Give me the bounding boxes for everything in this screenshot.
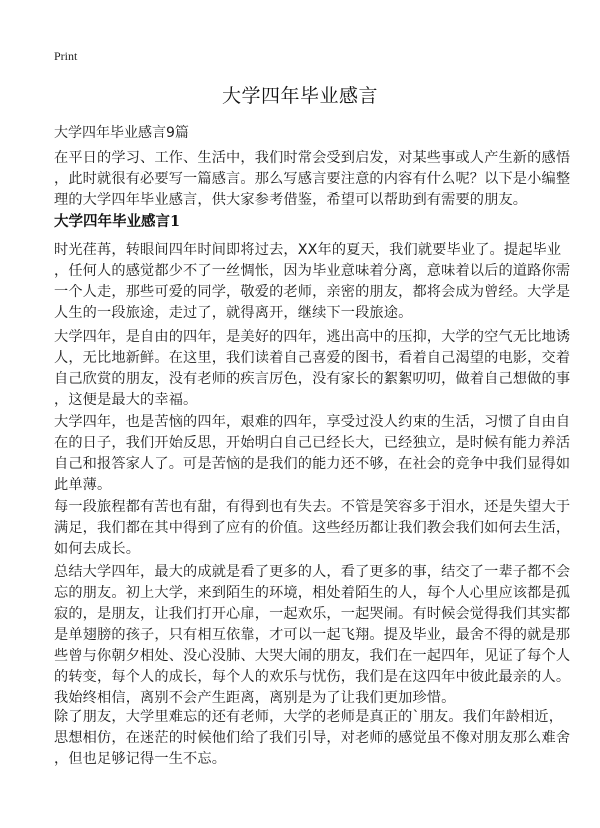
text-line: ，此时就很有必要写一篇感言。那么写感言要注意的内容有什么呢？以下是小编整 [54,171,571,187]
text-line: 人生的一段旅途，走过了，就得离开，继续下一段旅途。 [54,305,413,321]
text-line: 些曾与你朝夕相处、没心没肺、大哭大闹的朋友，我们在一起四年，见证了每个人 [54,648,571,664]
text-line: 是单翅膀的孩子，只有相互依靠，才可以一起飞翔。提及毕业，最舍不得的就是那 [54,627,571,643]
text-line: 自己和报答家人了。可是苦恼的是我们的能力还不够，在社会的竞争中我们显得如 [54,456,571,472]
paragraph-1 [54,240,571,324]
text-line: 在的日子，我们开始反思，开始明白自己已经长大，已经独立，是时候有能力养活 [54,435,571,451]
text-line: 如何去成长。 [54,541,141,557]
document-title: 大学四年毕业感言 [221,85,378,107]
paragraph-4 [54,497,571,560]
text-line: ，但也足够记得一生不忘。 [54,751,227,767]
text-line: 此单薄。 [54,477,112,493]
document-subtitle: 大学四年毕业感言9篇 [54,125,189,141]
text-line: 除了朋友，大学里难忘的还有老师，大学的老师是真正的`朋友。我们年龄相近， [54,709,564,725]
text-line: 在平日的学习、工作、生活中，我们时常会受到启发，对某些事或人产生新的感悟 [54,150,571,166]
text-line: 大学四年，是自由的四年，是美好的四年，逃出高中的压抑，大学的空气无比地诱 [54,329,571,345]
paragraph-2 [54,327,571,411]
text-line: ，任何人的感觉都少不了一丝惆怅，因为毕业意味着分离，意味着以后的道路你需 [54,263,571,279]
text-line: 的转变，每个人的成长，每个人的欢乐与忧伤，我们是在这四年中彼此最亲的人。 [54,669,571,685]
paragraph-5 [54,562,571,709]
text-line: 理的大学四年毕业感言，供大家参考借鉴，希望可以帮助到有需要的朋友。 [54,192,528,208]
paragraph-3 [54,412,571,496]
intro-paragraph [54,148,571,211]
text-line: 时光荏苒，转眼间四年时间即将过去，XX年的夏天，我们就要毕业了。提起毕业 [54,242,562,258]
text-line: 自己欣赏的朋友，没有老师的疾言厉色，没有家长的絮絮叨叨，做着自己想做的事 [54,371,571,387]
text-line: 满足，我们都在其中得到了应有的价值。这些经历都让我们教会我们如何去生活， [54,520,571,536]
text-line: 思想相仿，在迷茫的时候他们给了我们引导，对老师的感觉虽不像对朋友那么难舍 [54,730,571,746]
text-line: ，这便是最大的幸福。 [54,392,198,408]
text-line: 忘的朋友。初上大学，来到陌生的环境，相处着陌生的人，每个人心里应该都是孤 [54,585,571,601]
text-line: 每一段旅程都有苦也有甜，有得到也有失去。不管是笑容多于泪水，还是失望大于 [54,499,571,515]
section-heading: 大学四年毕业感言1 [54,213,181,230]
text-line: 总结大学四年，最大的成就是看了更多的人，看了更多的事，结交了一辈子都不会 [54,564,571,580]
text-line: 寂的，是朋友，让我们打开心扉，一起欢乐，一起哭闹。有时候会觉得我们其实都 [54,606,571,622]
text-line: 一个人走，那些可爱的同学，敬爱的老师，亲密的朋友，都将会成为曾经。大学是 [54,284,571,300]
text-line: 人，无比地新鲜。在这里，我们读着自己喜爱的图书，看着自己渴望的电影，交着 [54,350,571,366]
print-label: Print [54,49,78,63]
paragraph-6 [54,707,571,770]
text-line: 大学四年，也是苦恼的四年，艰难的四年，享受过没人约束的生活，习惯了自由自 [54,414,571,430]
text-line: 我始终相信，离别不会产生距离，离别是为了让我们更加珍惜。 [54,690,456,706]
